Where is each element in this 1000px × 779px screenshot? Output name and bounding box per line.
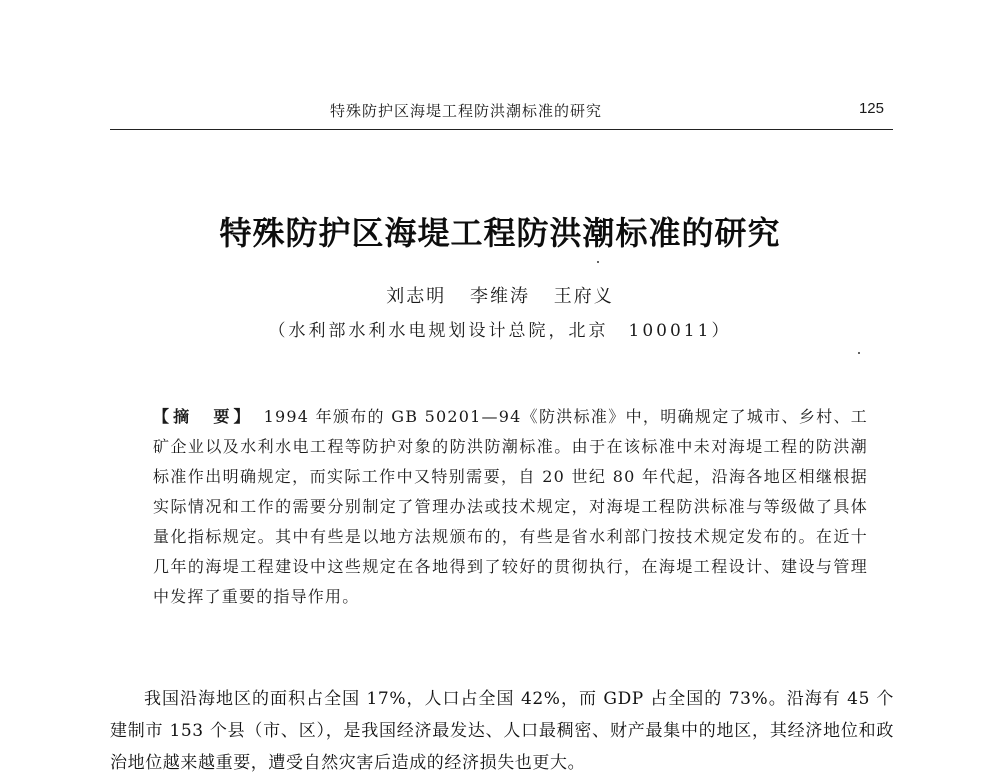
abstract-label: 【摘 要】 <box>153 407 254 426</box>
scan-speck <box>597 261 599 263</box>
paper-title: 特殊防护区海堤工程防洪潮标准的研究 <box>219 214 781 252</box>
header-divider <box>110 129 893 130</box>
author-name: 王府义 <box>553 286 614 307</box>
author-name: 刘志明 <box>386 286 447 307</box>
author-name: 李维涛 <box>470 286 530 307</box>
running-header <box>110 96 890 126</box>
author-affiliation: （水利部水利水电规划设计总院，北京 100011） <box>268 321 732 341</box>
abstract-text: 1994 年颁布的 GB 50201—94《防洪标准》中，明确规定了城市、乡村、工矿企业以及水利水电工程等防护对象的防洪防潮标准。由于在该标准中未对海堤工程的防洪潮标准作出明确规定，而实际工作中又特别需要，自 20 世纪 80 年代起，沿海各地区相继根据实际情况和工作的需要分别制定了管理办法或技术规定，对海堤工程防洪标准与等级做了具体量化指标规定。其中有些是以地方法规颁布的，有些是省水利部门按技术规定发布的。在近十几年的海堤工程建设中这些规定在各地得到了较好的贯彻执行，在海堤工程设计、建设与管理中发挥了重要的指导作用。 <box>153 407 868 606</box>
author-list <box>0 282 1000 308</box>
abstract <box>153 402 868 612</box>
running-title: 特殊防护区海堤工程防洪潮标准的研究 <box>330 102 603 120</box>
page-number: 125 <box>858 100 884 117</box>
body-paragraph: 我国沿海地区的面积占全国 17%，人口占全国 42%，而 GDP 占全国的 73%。沿海有 45 个建制市 153 个县（市、区），是我国经济最发达、人口最稠密、财产最集中的地区，其经济地位和政治地位越来越重要，遭受自然灾害后造成的经济损失也更大。 <box>110 689 894 773</box>
scan-speck <box>858 352 860 354</box>
